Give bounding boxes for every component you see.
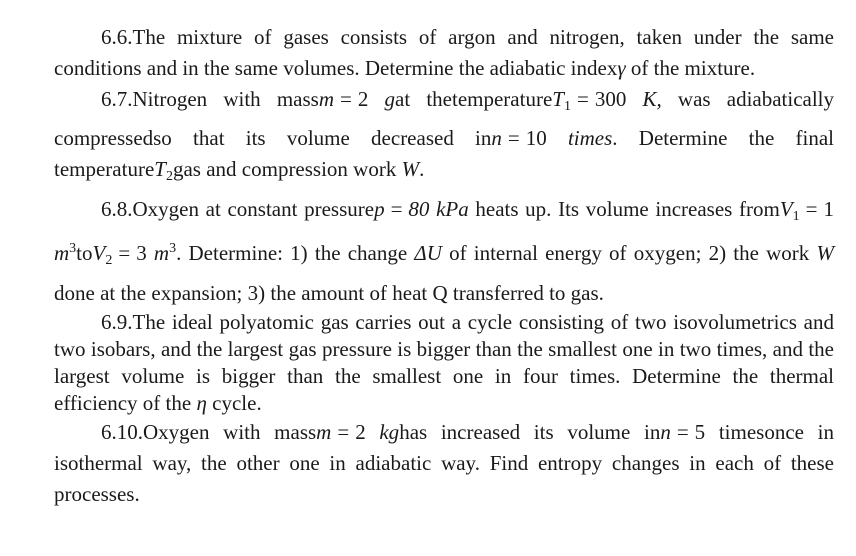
volume2-symbol: V: [92, 240, 106, 265]
problem-text: Nitrogen with mass: [132, 87, 319, 111]
n-symbol: n: [660, 419, 671, 444]
mass-value: 2: [355, 419, 380, 444]
mass-symbol: m: [318, 87, 334, 111]
volume1-symbol: V: [779, 196, 793, 221]
n-symbol: n: [491, 125, 502, 150]
volume1-unit: m: [54, 240, 70, 265]
equals-sign: =: [507, 125, 520, 150]
problem-text-end: timesonce in isothermal way, the other one in adiabatic way. Find entropy changes in each of these processes.: [54, 419, 834, 506]
pressure-symbol: p: [374, 196, 385, 221]
temperature-subscript: 1: [563, 99, 571, 114]
problem-6-10: [54, 417, 834, 510]
equals-sign: =: [337, 419, 350, 444]
pressure-unit: kPa: [436, 196, 469, 221]
volume2-value: 3: [136, 240, 154, 265]
problem-6-7: [54, 84, 834, 193]
problem-text: heats up. Its volume increases from: [468, 196, 780, 221]
mass-unit: g: [384, 87, 396, 111]
equals-sign: =: [676, 419, 689, 444]
problem-text: gas and compression work: [172, 157, 402, 181]
n-value: 5: [694, 419, 706, 444]
problem-text-end: cycle.: [206, 390, 262, 415]
problem-text: to: [76, 240, 93, 265]
problem-text: . Determine: 1) the change: [176, 240, 415, 265]
problem-number: 6.9.: [101, 309, 133, 334]
volume2-subscript: 2: [105, 252, 113, 268]
problem-number: 6.10.: [101, 419, 143, 444]
work-symbol: W: [401, 157, 420, 181]
internal-energy-symbol: ΔU: [414, 240, 442, 265]
gamma-symbol: γ: [617, 56, 626, 80]
problem-text: Oxygen at constant pressure: [132, 196, 375, 221]
equals-sign: =: [576, 87, 589, 111]
equals-sign: =: [390, 196, 403, 221]
problem-text: The ideal polyatomic gas carries out a cycle consisting of two isovolumetrics and two isobars, and the largest gas pressure is bigger than the smallest one in two times, and the largest volume is bigger than the smallest one in four times. Determine the thermal efficiency of the: [54, 309, 834, 415]
problem-text: at thetemperature: [395, 87, 553, 111]
problem-number: 6.7.: [101, 87, 133, 111]
mass-value: 2: [357, 87, 385, 111]
n-unit: times: [567, 125, 613, 150]
problem-text: has increased its volume in: [399, 419, 661, 444]
problem-6-8: [54, 193, 834, 309]
problem-text: of internal energy of oxygen; 2) the work: [441, 240, 817, 265]
problem-6-9: [54, 309, 834, 417]
problem-text-end: done at the expansion; 3) the amount of heat Q transferred to gas.: [54, 280, 604, 305]
volume1-value: 1: [823, 196, 834, 221]
problem-number: 6.8.: [101, 196, 133, 221]
problem-text-end: .: [419, 157, 425, 181]
equals-sign: =: [340, 87, 352, 111]
equals-sign: =: [118, 240, 131, 265]
problem-text: Oxygen with mass: [143, 419, 317, 444]
final-temperature-symbol: T: [154, 157, 166, 181]
problem-text-end: of the mixture.: [625, 56, 756, 80]
eta-symbol: η: [196, 390, 207, 415]
problem-text: . Determine the final temperature: [54, 125, 835, 181]
final-temperature-subscript: 2: [165, 169, 173, 184]
document-page: [54, 22, 834, 510]
temperature-symbol: T: [552, 87, 564, 111]
temperature-value: 300: [594, 87, 643, 111]
n-value: 10: [525, 125, 568, 150]
volume2-unit: m: [153, 240, 170, 265]
mass-symbol: m: [316, 419, 332, 444]
work-symbol: W: [816, 240, 834, 265]
volume2-power: 3: [169, 240, 177, 256]
pressure-value: 80: [408, 196, 437, 221]
problem-6-6: [54, 22, 834, 84]
volume1-power: 3: [69, 240, 77, 256]
problem-text: was adiabatically compressedso that its volume decreased in: [54, 87, 835, 150]
volume1-subscript: 1: [792, 208, 800, 224]
problem-number: 6.6.: [101, 25, 133, 49]
mass-unit: kg: [379, 419, 400, 444]
problem-text: The mixture of gases consists of argon and nitrogen, taken under the same conditions and in the same volumes. Determine the adiabatic index: [54, 25, 834, 80]
temperature-unit: K,: [642, 87, 662, 111]
equals-sign: =: [805, 196, 818, 221]
